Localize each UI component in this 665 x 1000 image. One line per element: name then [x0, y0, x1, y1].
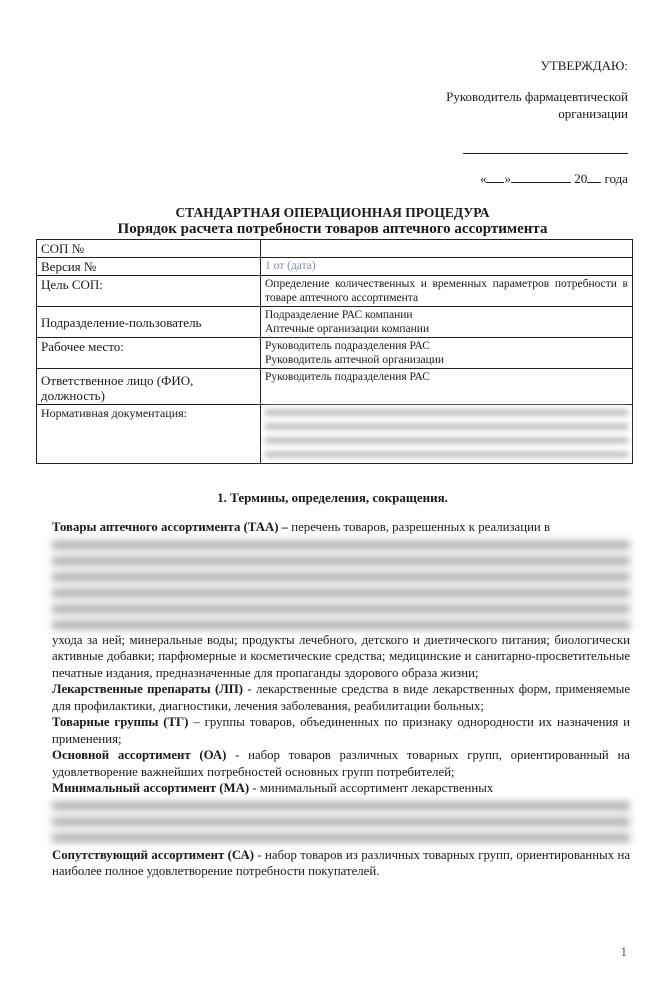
definition-lp: Лекарственные препараты (ЛП) - лекарственные средства в виде лекарственных форм, применяемые для профилактики, диагностики, лечения заболевания, реабилитации больных; [52, 682, 630, 713]
table-row [37, 276, 633, 307]
page-number: 1 [620, 944, 627, 959]
section-body [52, 519, 630, 880]
sop-table [36, 239, 633, 464]
redacted-block [52, 538, 630, 630]
definition-ma: Минимальный ассортимент (МА) - минимальный ассортимент лекарственных [52, 781, 494, 795]
workplace-value: Руководитель подразделения РАС Руководитель аптечной организации [261, 338, 633, 369]
regulatory-docs-label: Нормативная документация: [37, 405, 261, 464]
sop-number-label: СОП № [37, 240, 261, 258]
definition-tg: Товарные группы (ТГ) – группы товаров, объединенных по признаку однородности их назначения и применения; [52, 715, 630, 746]
user-division-label: Подразделение-пользователь [37, 307, 261, 338]
responsible-label: Ответственное лицо (ФИО, должность) [37, 369, 261, 405]
table-row [37, 240, 633, 258]
definition-taa-continued: ухода за ней; минеральные воды; продукты лечебного, детского и диетического питания; биологически активные добавки; парфюмерные и косметические средства; медицинские и санитарно-просветительные печатные издания, предназначенные для пропаганды здорового образа жизни; [52, 632, 630, 680]
approval-heading: УТВЕРЖДАЮ: [540, 58, 628, 73]
document-subtitle: Порядок расчета потребности товаров аптечного ассортимента [117, 221, 548, 237]
definition-oa: Основной ассортимент (ОА) - набор товаров различных товарных групп, ориентированный на удовлетворение важнейших потребностей основных групп потребителей; [52, 748, 630, 779]
goal-label: Цель СОП: [37, 276, 261, 307]
regulatory-docs-value [261, 405, 633, 464]
goal-value: Определение количественных и временных параметров потребности в товаре аптечного ассортимента [261, 276, 633, 307]
sop-number-value [261, 240, 633, 258]
definition-taa: Товары аптечного ассортимента (ТАА) – перечень товаров, разрешенных к реализации в [52, 520, 551, 534]
approval-date-line: « » 20 года [479, 171, 628, 186]
approval-position: Руководитель фармацевтической организации [446, 89, 628, 121]
table-row [37, 307, 633, 338]
table-row [37, 258, 633, 276]
document-title: СТАНДАРТНАЯ ОПЕРАЦИОННАЯ ПРОЦЕДУРА [175, 205, 490, 220]
version-label: Версия № [37, 258, 261, 276]
version-value: 1 от (дата) [261, 258, 633, 276]
section-heading: 1. Термины, определения, сокращения. [217, 490, 448, 505]
redacted-block [265, 406, 628, 458]
workplace-label: Рабочее место: [37, 338, 261, 369]
table-row [37, 338, 633, 369]
redacted-block [52, 799, 630, 844]
table-row [37, 369, 633, 405]
responsible-value: Руководитель подразделения РАС [261, 369, 633, 405]
user-division-value: Подразделение РАС компании Аптечные организации компании [261, 307, 633, 338]
definition-sa: Сопутствующий ассортимент (СА) - набор товаров из различных товарных групп, ориентированных на наиболее полное удовлетворение потребности покупателей. [52, 847, 630, 878]
table-row [37, 405, 633, 464]
signature-line [463, 153, 628, 154]
